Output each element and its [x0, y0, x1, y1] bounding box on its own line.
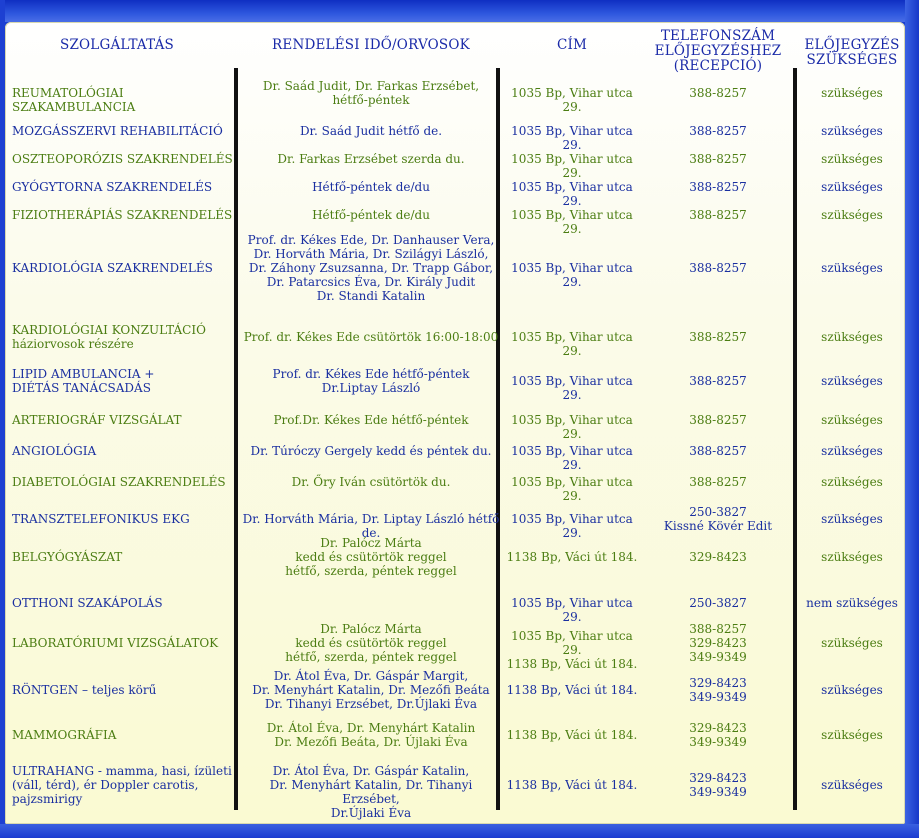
doctors-cell [240, 233, 502, 303]
header-phone [648, 29, 788, 74]
doctors-cell-line: Dr. Horváth Mária, Dr. Szilágyi László, [253, 247, 489, 261]
phone-cell [648, 330, 788, 344]
phone-cell-line: 250-3827 [689, 596, 747, 610]
service-cell-line: LABORATÓRIUMI VIZSGÁLATOK [12, 636, 219, 650]
required-cell-line: szükséges [821, 728, 883, 742]
address-cell-line: 1035 Bp, Vihar utca 29. [511, 152, 633, 180]
address-cell [502, 596, 642, 624]
frame-top-border [0, 0, 919, 22]
header-service: SZOLGÁLTATÁS [60, 37, 174, 53]
address-cell [502, 86, 642, 114]
doctors-cell [240, 622, 502, 664]
service-cell [12, 512, 234, 526]
address-cell-line: 1035 Bp, Vihar utca 29. [511, 330, 633, 358]
required-cell-line: szükséges [821, 683, 883, 697]
header-phone-line: ELŐJEGYZÉSHEZ [654, 43, 782, 59]
doctors-cell-line: Dr. Őry Iván csütörtök du. [291, 475, 451, 489]
phone-cell-line: 388-8257 [689, 444, 747, 458]
required-cell [800, 152, 904, 166]
service-cell-line: LIPID AMBULANCIA + [12, 367, 155, 381]
phone-cell-line: 329-8423 [689, 550, 747, 564]
service-cell [12, 550, 234, 564]
required-cell-line: szükséges [821, 778, 883, 792]
address-cell [502, 152, 642, 180]
header-required-line: SZÜKSÉGES [806, 52, 898, 68]
doctors-cell [240, 536, 502, 578]
required-cell [800, 636, 904, 650]
address-cell-line: 1035 Bp, Vihar utca 29. [511, 629, 633, 657]
required-cell [800, 261, 904, 275]
doctors-cell [240, 413, 502, 427]
header-address: CÍM [556, 37, 588, 53]
phone-cell-line: Kissné Kövér Edit [663, 519, 773, 533]
doctors-cell-line: Hétfő-péntek de/du [312, 180, 430, 194]
header-required-line: ELŐJEGYZÉS [804, 37, 900, 53]
phone-cell-line: 329-8423 [689, 676, 747, 690]
service-cell-line: MOZGÁSSZERVI REHABILITÁCIÓ [12, 124, 223, 138]
service-cell-line: ARTERIOGRÁF VIZSGÁLAT [12, 413, 182, 427]
address-cell [502, 629, 642, 671]
doctors-cell [240, 330, 502, 344]
required-cell [800, 728, 904, 742]
service-cell-line: TRANSZTELEFONIKUS EKG [12, 512, 190, 526]
address-cell [502, 728, 642, 742]
service-cell [12, 208, 234, 222]
header-phone-line: (RECEPCIÓ) [673, 58, 763, 74]
required-cell-line: szükséges [821, 152, 883, 166]
required-cell-line: szükséges [821, 374, 883, 388]
doctors-cell-line: kedd és csütörtök reggel [295, 550, 447, 564]
doctors-cell-line: Dr. Mezőfi Beáta, Dr. Újlaki Éva [274, 735, 468, 749]
service-cell-line: DIABETOLÓGIAI SZAKRENDELÉS [12, 475, 226, 489]
address-cell-line: 1138 Bp, Váci út 184. [506, 550, 638, 564]
service-cell-line: (váll, térd), ér Doppler carotis, [12, 778, 199, 792]
address-cell-line: 1035 Bp, Vihar utca 29. [511, 444, 633, 472]
phone-cell [648, 622, 788, 664]
required-cell-line: szükséges [821, 512, 883, 526]
doctors-cell [240, 721, 502, 749]
doctors-cell-line: Dr.Liptay László [321, 381, 421, 395]
required-cell [800, 86, 904, 100]
doctors-cell-line: Dr. Farkas Erzsébet szerda du. [277, 152, 465, 166]
phone-cell-line: 349-9349 [689, 690, 747, 704]
service-cell-line: BELGYÓGYÁSZAT [12, 550, 123, 564]
phone-cell-line: 349-9349 [689, 650, 747, 664]
frame-right-border [905, 0, 919, 838]
required-cell-line: szükséges [821, 261, 883, 275]
address-cell-line: 1138 Bp, Váci út 184. [506, 728, 638, 742]
phone-cell-line: 349-9349 [689, 735, 747, 749]
service-cell [12, 728, 234, 742]
required-cell [800, 413, 904, 427]
doctors-cell [240, 180, 502, 194]
phone-cell-line: 388-8257 [689, 413, 747, 427]
doctors-cell-line: Dr. Túróczy Gergely kedd és péntek du. [250, 444, 492, 458]
address-cell-line: 1138 Bp, Váci út 184. [506, 683, 638, 697]
phone-cell-line: 349-9349 [689, 785, 747, 799]
doctors-cell [240, 152, 502, 166]
required-cell [800, 374, 904, 388]
required-cell [800, 596, 904, 610]
required-cell [800, 208, 904, 222]
phone-cell [648, 152, 788, 166]
phone-cell-line: 388-8257 [689, 152, 747, 166]
doctors-cell-line: Dr. Palócz Márta [320, 622, 422, 636]
address-cell-line: 1035 Bp, Vihar utca 29. [511, 596, 633, 624]
required-cell-line: szükséges [821, 180, 883, 194]
phone-cell-line: 329-8423 [689, 721, 747, 735]
address-cell-line: 1035 Bp, Vihar utca 29. [511, 475, 633, 503]
required-cell-line: szükséges [821, 413, 883, 427]
required-cell [800, 124, 904, 138]
required-cell [800, 512, 904, 526]
phone-cell [648, 676, 788, 704]
doctors-cell-line: Dr. Menyhárt Katalin, Dr. Tihanyi Erzsébet, [269, 778, 473, 806]
frame-bottom-border [0, 824, 919, 838]
address-cell [502, 124, 642, 152]
doctors-cell-line: Hétfő-péntek de/du [312, 208, 430, 222]
phone-cell-line: 388-8257 [689, 475, 747, 489]
service-cell [12, 475, 234, 489]
doctors-cell-line: Dr. Saád Judit, Dr. Farkas Erzsébet, [262, 79, 480, 93]
service-cell-line: pajzsmirigy [12, 792, 83, 806]
required-cell [800, 778, 904, 792]
service-cell-line: KARDIOLÓGIAI KONZULTÁCIÓ [12, 323, 206, 337]
required-cell-line: szükséges [821, 86, 883, 100]
service-cell-line: OSZTEOPORÓZIS SZAKRENDELÉS [12, 152, 233, 166]
address-cell-line: 1035 Bp, Vihar utca 29. [511, 86, 633, 114]
required-cell-line: szükséges [821, 475, 883, 489]
doctors-cell [240, 79, 502, 107]
required-cell-line: szükséges [821, 208, 883, 222]
service-cell-line: FIZIOTHERÁPIÁS SZAKRENDELÉS [12, 208, 233, 222]
address-cell-line: 1035 Bp, Vihar utca 29. [511, 180, 633, 208]
doctors-cell-line: Dr. Patarcsics Éva, Dr. Király Judit [266, 275, 476, 289]
service-cell-line: RÖNTGEN – teljes körű [12, 683, 157, 697]
doctors-cell-line: Dr. Horváth Mária, Dr. Liptay László hétfő de. [242, 512, 500, 540]
service-cell [12, 636, 234, 650]
required-cell [800, 330, 904, 344]
service-cell [12, 596, 234, 610]
phone-cell-line: 388-8257 [689, 208, 747, 222]
doctors-cell [240, 444, 502, 458]
doctors-cell-line: Prof. dr. Kékes Ede, Dr. Danhauser Vera, [247, 233, 495, 247]
service-cell-line: KARDIOLÓGIA SZAKRENDELÉS [12, 261, 213, 275]
phone-cell-line: 329-8423 [689, 636, 747, 650]
phone-cell-line: 329-8423 [689, 771, 747, 785]
service-cell [12, 683, 234, 697]
doctors-cell [240, 367, 502, 395]
phone-cell-line: 388-8257 [689, 261, 747, 275]
address-cell-line: 1035 Bp, Vihar utca 29. [511, 208, 633, 236]
service-cell [12, 124, 234, 138]
address-cell-line: 1138 Bp, Váci út 184. [506, 778, 638, 792]
address-cell [502, 444, 642, 472]
phone-cell [648, 261, 788, 275]
doctors-cell-line: hétfő-péntek [332, 93, 410, 107]
doctors-cell-line: hétfő, szerda, péntek reggel [285, 650, 457, 664]
phone-cell [648, 208, 788, 222]
required-cell [800, 444, 904, 458]
required-cell [800, 550, 904, 564]
required-cell-line: szükséges [821, 444, 883, 458]
column-divider [234, 68, 238, 810]
doctors-cell-line: Dr. Átol Éva, Dr. Menyhárt Katalin [266, 721, 476, 735]
service-cell-line: ULTRAHANG - mamma, hasi, ízületi [12, 764, 232, 778]
doctors-cell-line: Dr.Újlaki Éva [330, 806, 412, 820]
phone-cell [648, 550, 788, 564]
header-required [800, 38, 904, 68]
phone-cell-line: 250-3827 [689, 505, 747, 519]
doctors-cell [240, 208, 502, 222]
service-cell-line: MAMMOGRÁFIA [12, 728, 117, 742]
service-cell [12, 764, 234, 806]
column-divider [793, 68, 797, 810]
address-cell [502, 683, 642, 697]
doctors-cell-line: kedd és csütörtök reggel [295, 636, 447, 650]
service-cell-line: háziorvosok részére [12, 337, 134, 351]
phone-cell-line: 388-8257 [689, 180, 747, 194]
doctors-cell-line: Dr. Átol Éva, Dr. Gáspár Margit, [273, 669, 469, 683]
phone-cell [648, 596, 788, 610]
address-cell [502, 413, 642, 441]
address-cell [502, 550, 642, 564]
service-cell-line: ANGIOLÓGIA [12, 444, 97, 458]
header-doctors: RENDELÉSI IDŐ/ORVOSOK [272, 37, 470, 53]
doctors-cell [240, 764, 502, 820]
service-cell [12, 261, 234, 275]
phone-cell-line: 388-8257 [689, 124, 747, 138]
header-phone-line: TELEFONSZÁM [660, 28, 776, 44]
required-cell [800, 475, 904, 489]
required-cell-line: szükséges [821, 550, 883, 564]
phone-cell-line: 388-8257 [689, 86, 747, 100]
service-cell [12, 367, 234, 395]
address-cell-line: 1035 Bp, Vihar utca 29. [511, 374, 633, 402]
service-cell-line: GYÓGYTORNA SZAKRENDELÉS [12, 180, 213, 194]
doctors-cell-line: Dr. Záhony Zsuzsanna, Dr. Trapp Gábor, [248, 261, 494, 275]
phone-cell [648, 475, 788, 489]
doctors-cell [240, 475, 502, 489]
doctors-cell-line: Dr. Standi Katalin [316, 289, 426, 303]
phone-cell [648, 444, 788, 458]
service-cell-line: DIÉTÁS TANÁCSADÁS [12, 381, 151, 395]
doctors-cell-line: hétfő, szerda, péntek reggel [285, 564, 457, 578]
phone-cell-line: 388-8257 [689, 330, 747, 344]
doctors-cell-line: Prof. dr. Kékes Ede csütörtök 16:00-18:00 [243, 330, 499, 344]
required-cell-line: nem szükséges [806, 596, 898, 610]
service-cell [12, 152, 234, 166]
service-cell [12, 180, 234, 194]
phone-cell [648, 86, 788, 100]
address-cell [502, 512, 642, 540]
address-cell [502, 330, 642, 358]
doctors-cell-line: Dr. Átol Éva, Dr. Gáspár Katalin, [272, 764, 470, 778]
address-cell [502, 374, 642, 402]
phone-cell [648, 374, 788, 388]
phone-cell [648, 505, 788, 533]
service-cell [12, 86, 234, 114]
service-cell-line: REUMATOLÓGIAI SZAKAMBULANCIA [12, 86, 136, 114]
doctors-cell-line: Dr. Saád Judit hétfő de. [299, 124, 443, 138]
address-cell [502, 180, 642, 208]
address-cell-line: 1035 Bp, Vihar utca 29. [511, 512, 633, 540]
service-cell [12, 444, 234, 458]
doctors-cell-line: Prof.Dr. Kékes Ede hétfő-péntek [273, 413, 469, 427]
address-cell [502, 475, 642, 503]
required-cell-line: szükséges [821, 124, 883, 138]
service-cell-line: OTTHONI SZAKÁPOLÁS [12, 596, 163, 610]
address-cell-line: 1035 Bp, Vihar utca 29. [511, 124, 633, 152]
phone-cell [648, 180, 788, 194]
required-cell [800, 683, 904, 697]
service-cell [12, 413, 234, 427]
address-cell-line: 1035 Bp, Vihar utca 29. [511, 261, 633, 289]
service-cell [12, 323, 234, 351]
doctors-cell [240, 669, 502, 711]
address-cell [502, 261, 642, 289]
address-cell-line: 1035 Bp, Vihar utca 29. [511, 413, 633, 441]
phone-cell [648, 413, 788, 427]
phone-cell [648, 124, 788, 138]
doctors-cell [240, 124, 502, 138]
doctors-cell-line: Dr. Tihanyi Erzsébet, Dr.Újlaki Éva [264, 697, 478, 711]
phone-cell [648, 721, 788, 749]
address-cell [502, 208, 642, 236]
address-cell [502, 778, 642, 792]
phone-cell [648, 771, 788, 799]
phone-cell-line: 388-8257 [689, 374, 747, 388]
doctors-cell-line: Prof. dr. Kékes Ede hétfő-péntek [272, 367, 470, 381]
address-cell-line: 1138 Bp, Váci út 184. [506, 657, 638, 671]
required-cell [800, 180, 904, 194]
doctors-cell-line: Dr. Palócz Márta [320, 536, 422, 550]
required-cell-line: szükséges [821, 636, 883, 650]
phone-cell-line: 388-8257 [689, 622, 747, 636]
required-cell-line: szükséges [821, 330, 883, 344]
doctors-cell-line: Dr. Menyhárt Katalin, Dr. Mezőfi Beáta [252, 683, 490, 697]
